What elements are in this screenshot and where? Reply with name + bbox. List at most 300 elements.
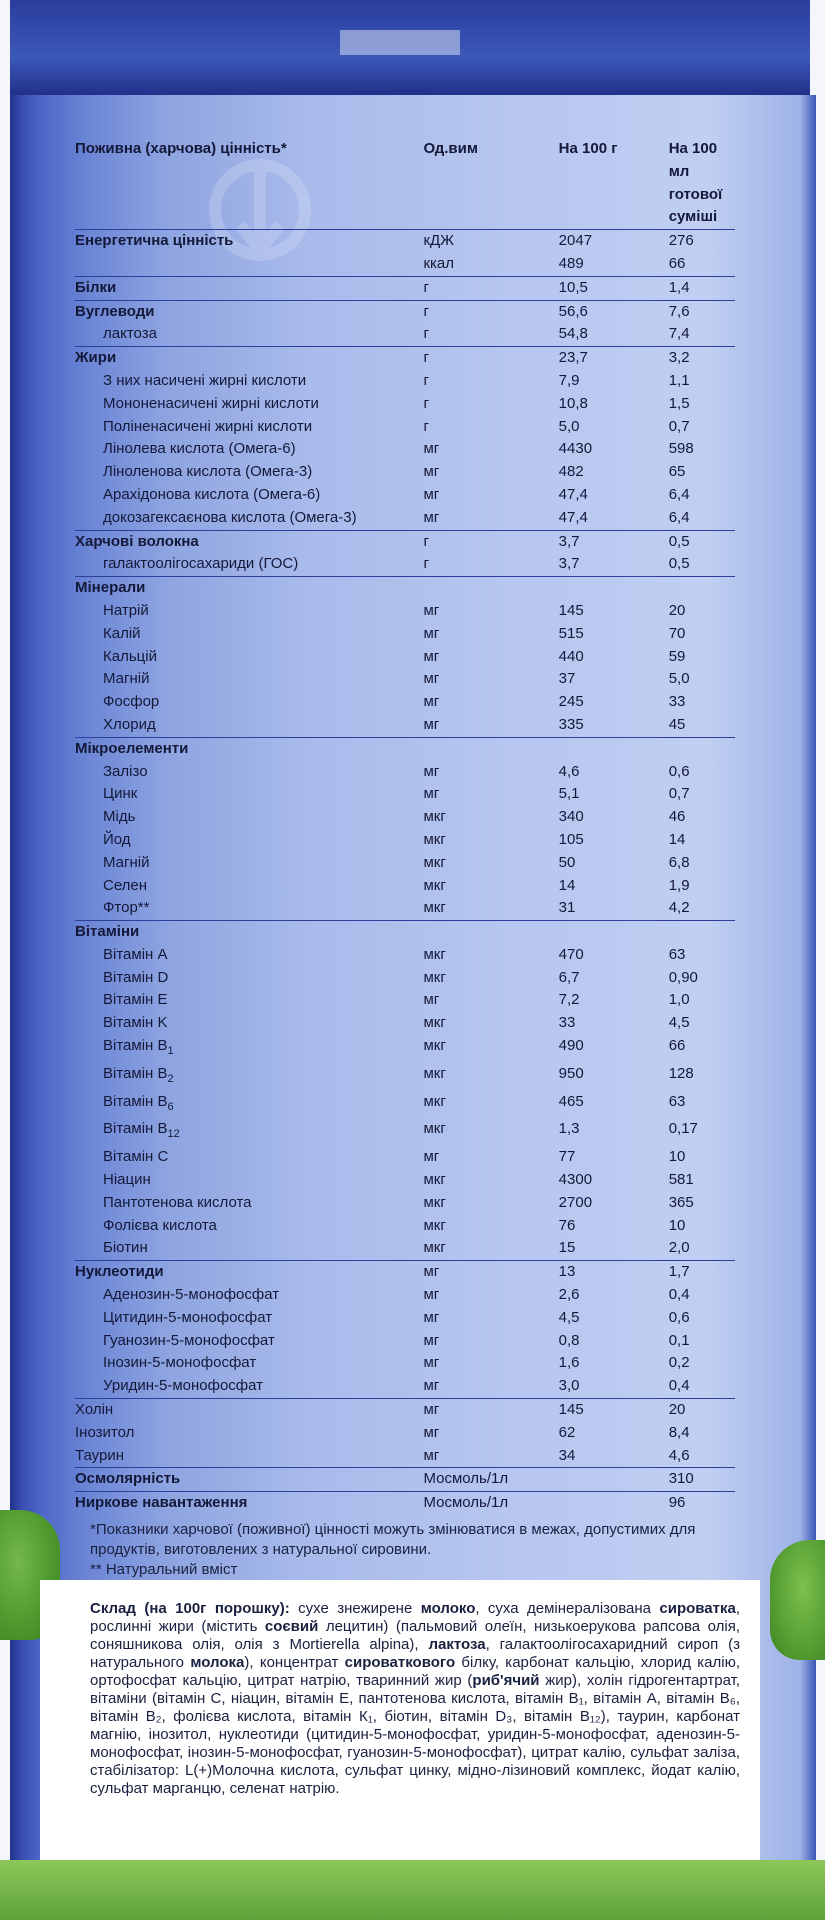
cell-unit: мкг — [423, 1120, 446, 1138]
cell-per100g: 482 — [558, 463, 584, 481]
composition-fragment: , суха демінералізована — [475, 1600, 660, 1617]
cell-per100ml: 0,4 — [668, 1286, 690, 1304]
cell-per100ml: 1,4 — [669, 276, 735, 300]
composition-fragment: лецитин) (пальмовий олеїн, низькоерукова рапсова олія, соняшникова олія, олія з Mortierella alpina), — [90, 1618, 740, 1653]
cell-name — [75, 1012, 423, 1035]
table-row — [75, 1215, 735, 1238]
cell-unit: мг — [423, 1446, 440, 1464]
cell-per100ml: 66 — [668, 1037, 686, 1055]
cell-unit: мкг — [423, 1171, 446, 1189]
cell-name-text: Уридин-5-монофосфат — [103, 1377, 264, 1395]
cell-unit: мкг — [423, 808, 446, 826]
cell-name-text: Мінерали — [75, 579, 146, 597]
cell-per100g: 33 — [558, 1014, 576, 1032]
cell-per100ml: 6,4 — [668, 508, 690, 526]
cell-name-text: Лінолева кислота (Омега-6) — [103, 440, 296, 458]
cell-per100g: 15 — [558, 1239, 576, 1257]
cell-name — [75, 276, 423, 300]
table-row — [75, 1492, 735, 1515]
cell-unit: мг — [423, 1331, 440, 1349]
composition-fragment: сироваткового — [344, 1654, 456, 1671]
cell-name — [75, 1091, 423, 1119]
cell-name — [75, 461, 423, 484]
cell-per100g: 1,6 — [558, 1354, 580, 1372]
cell-name — [75, 577, 423, 600]
cell-name — [75, 507, 423, 530]
cell-per100g: 105 — [558, 830, 584, 848]
cell-per100ml: 8,4 — [668, 1423, 690, 1441]
cell-per100g: 6,7 — [558, 968, 580, 986]
cell-per100g: 4430 — [558, 440, 593, 458]
cell-name — [75, 967, 423, 990]
table-row — [75, 714, 735, 737]
cell-per100ml: 0,17 — [668, 1120, 698, 1138]
table-row — [75, 1091, 735, 1119]
cell-unit: мг — [423, 1308, 440, 1326]
cell-name — [75, 714, 423, 737]
cell-per100g: 62 — [558, 1423, 576, 1441]
cell-per100g: 2700 — [558, 1193, 593, 1211]
composition-fragment: білку, карбонат кальцію, хлорид калію, ортофосфат кальцію, цитрат натрію, тваринний жир ( — [90, 1654, 740, 1689]
cell-per100ml: 96 — [669, 1492, 735, 1515]
cell-name-text: Білки — [75, 278, 117, 296]
cell-unit: г — [423, 417, 429, 435]
cell-unit: г — [423, 555, 429, 573]
table-row — [75, 737, 735, 760]
table-row — [75, 1063, 735, 1091]
cell-unit: г — [423, 300, 558, 323]
cell-name-text: З них насичені жирні кислоти — [103, 371, 307, 389]
cell-unit: мг — [423, 1286, 440, 1304]
composition-fragment: соєвий — [264, 1618, 319, 1635]
cell-per100ml: 10 — [668, 1148, 686, 1166]
cell-name — [75, 875, 423, 898]
table-row — [75, 944, 735, 967]
cell-name-text: Вітамін D — [103, 968, 169, 986]
cell-per100ml: 1,5 — [668, 394, 690, 412]
cell-name — [75, 300, 423, 323]
cell-name — [75, 1445, 423, 1468]
cell-unit: мг — [423, 440, 440, 458]
table-row — [75, 668, 735, 691]
table-row — [75, 1261, 735, 1284]
cell-name-text: Мікроелементи — [75, 739, 189, 757]
cell-name-text: Інозитол — [75, 1423, 135, 1441]
footnote-2: ** Натуральний вміст — [90, 1561, 238, 1578]
cell-name — [75, 1063, 423, 1091]
cell-per100g: 13 — [559, 1261, 669, 1284]
cell-per100ml: 0,5 — [669, 530, 735, 553]
cell-per100g: 77 — [558, 1148, 576, 1166]
cell-name — [75, 1399, 423, 1422]
table-row — [75, 1284, 735, 1307]
cell-per100ml: 1,7 — [669, 1261, 735, 1284]
cell-name-text: Селен — [103, 876, 148, 894]
cell-name — [75, 691, 423, 714]
table-row — [75, 530, 735, 553]
cell-unit: г — [423, 530, 558, 553]
cell-unit: мкг — [423, 899, 446, 917]
cell-unit: г — [423, 325, 429, 343]
cell-per100g: 47,4 — [558, 508, 588, 526]
cell-name — [75, 1035, 423, 1063]
composition-fragment: молоко — [420, 1600, 476, 1617]
cell-per100ml: 46 — [668, 808, 686, 826]
cell-name — [75, 646, 423, 669]
cell-per100ml: 1,9 — [668, 876, 690, 894]
cell-per100g: 3,0 — [558, 1377, 580, 1395]
cell-name — [75, 1169, 423, 1192]
cell-per100ml: 598 — [668, 440, 694, 458]
cell-per100ml: 2,0 — [668, 1239, 690, 1257]
cell-per100g: 440 — [558, 647, 584, 665]
cell-unit — [423, 577, 558, 600]
cell-name — [75, 600, 423, 623]
cell-unit: мг — [423, 485, 440, 503]
table-row — [75, 230, 735, 253]
cell-unit: г — [423, 394, 429, 412]
cell-unit: мг — [423, 1399, 558, 1422]
cell-unit: ккал — [423, 254, 455, 272]
cell-name — [75, 623, 423, 646]
cell-per100ml: 6,4 — [668, 485, 690, 503]
cell-per100g: 10,5 — [559, 276, 669, 300]
table-row — [75, 553, 735, 576]
table-row — [75, 921, 735, 944]
cell-name-text: Біотин — [103, 1239, 148, 1257]
cell-name-text: Залізо — [103, 762, 148, 780]
cell-name — [75, 1284, 423, 1307]
cell-name — [75, 1146, 423, 1169]
footnotes — [90, 1520, 740, 1580]
cell-per100ml: 0,4 — [668, 1377, 690, 1395]
cell-name-subscript: 6 — [167, 1100, 174, 1113]
cell-unit: мг — [423, 601, 440, 619]
table-row — [75, 438, 735, 461]
cell-name — [75, 921, 423, 944]
cell-name — [75, 323, 423, 346]
cell-per100ml: 4,6 — [668, 1446, 690, 1464]
cell-name — [75, 1468, 423, 1492]
composition-fragment: жир), холін гідрогентартрат, вітаміни (вітамін С, ніацин, вітамін Е, пантотенова кислота, вітамін В₁, вітамін А, вітамін В₆, вітамін В₂, фолієва кислота, вітамін К₁, біотин, вітамін D₃, вітамін В₁₂), таурин, карбонат магнію, інозитол, нуклеотиди (цитидин-5-монофосфат, уридин-5-монофосфат, аденозин-5-монофосфат, інозин-5-монофосфат, гуанозин-5-монофосфат), цитрат калію, сульфат заліза, стабілізатор: L(+)Молочна кислота, сульфат цинку, мідно-лізиновий комплекс, йодат калію, сульфат марганцю, селенат натрію. — [90, 1672, 740, 1797]
cell-name-text: Хлорид — [103, 715, 156, 733]
cell-name — [75, 1307, 423, 1330]
cell-name — [75, 1375, 423, 1398]
cell-name — [75, 1237, 423, 1260]
table-row — [75, 1237, 735, 1260]
table-row — [75, 875, 735, 898]
cell-per100ml: 128 — [668, 1064, 694, 1082]
cell-name — [75, 253, 423, 276]
cell-name-text: Цинк — [103, 785, 138, 803]
cell-per100ml: 7,6 — [669, 300, 735, 323]
cell-per100g: 4300 — [558, 1171, 593, 1189]
table-row — [75, 897, 735, 920]
cell-per100ml: 0,1 — [668, 1331, 690, 1349]
table-row — [75, 393, 735, 416]
cell-per100g: 145 — [559, 1399, 669, 1422]
table-row — [75, 461, 735, 484]
cell-per100g: 5,1 — [558, 785, 580, 803]
cell-name-text: Вуглеводи — [75, 302, 155, 320]
table-row — [75, 646, 735, 669]
cell-per100g: 4,6 — [558, 762, 580, 780]
cell-name-text: лактоза — [103, 325, 157, 343]
cell-per100g: 50 — [558, 853, 576, 871]
cell-name-text: Ліноленова кислота (Омега-3) — [103, 463, 313, 481]
cell-unit: мг — [423, 762, 440, 780]
cell-per100ml: 310 — [669, 1468, 735, 1492]
cell-unit: мкг — [423, 1193, 446, 1211]
header-per100ml — [669, 138, 735, 230]
cell-name-text: Мідь — [103, 808, 136, 826]
table-row — [75, 1445, 735, 1468]
cell-name-text: Аденозин-5-монофосфат — [103, 1286, 280, 1304]
tree-right-illustration — [770, 1540, 825, 1660]
cell-unit: Мосмоль/1л — [423, 1492, 558, 1515]
cell-per100ml: 1,0 — [668, 991, 690, 1009]
cell-name — [75, 897, 423, 920]
cell-name-subscript: 1 — [167, 1045, 174, 1058]
composition-fragment: сухе знежирене — [298, 1600, 421, 1617]
cell-unit: мг — [423, 715, 440, 733]
cell-name — [75, 1330, 423, 1353]
cell-per100ml: 70 — [668, 624, 686, 642]
cell-unit: мг — [423, 693, 440, 711]
cell-per100ml: 0,90 — [668, 968, 698, 986]
table-row — [75, 1307, 735, 1330]
table-row — [75, 1169, 735, 1192]
cell-per100ml: 66 — [668, 254, 686, 272]
cell-per100ml: 581 — [668, 1171, 694, 1189]
cell-name-text: Ниркове навантаження — [75, 1494, 248, 1512]
cell-unit: мг — [423, 1377, 440, 1395]
cell-unit: мкг — [423, 876, 446, 894]
cell-name — [75, 944, 423, 967]
cell-name-text: Таурин — [75, 1446, 124, 1464]
cell-per100g: 3,7 — [558, 555, 580, 573]
cell-unit: мкг — [423, 1216, 446, 1234]
table-row — [75, 1012, 735, 1035]
cell-per100ml: 0,7 — [668, 785, 690, 803]
cell-unit: мкг — [423, 1092, 446, 1110]
table-row — [75, 416, 735, 439]
cell-name — [75, 230, 423, 253]
cell-unit: мг — [423, 1148, 440, 1166]
cell-unit: мкг — [423, 1037, 446, 1055]
cell-per100ml: 65 — [668, 463, 686, 481]
cell-unit — [423, 921, 558, 944]
cell-per100g — [559, 577, 669, 600]
composition-fragment: , рослинні жири (містить — [90, 1600, 741, 1635]
header-name: Поживна (харчова) цінність* — [75, 140, 287, 157]
cell-per100g: 145 — [558, 601, 584, 619]
table-row — [75, 276, 735, 300]
cell-per100g: 490 — [558, 1037, 584, 1055]
cell-name — [75, 416, 423, 439]
cell-per100ml: 276 — [669, 230, 735, 253]
cell-unit: мг — [423, 508, 440, 526]
cell-per100ml: 45 — [668, 715, 686, 733]
cell-per100ml: 0,6 — [668, 762, 690, 780]
composition-fragment: сироватка — [659, 1600, 736, 1617]
cell-per100ml: 63 — [668, 1092, 686, 1110]
nutrition-rows — [75, 230, 735, 1515]
cell-per100ml: 6,8 — [668, 853, 690, 871]
cell-per100ml: 5,0 — [668, 670, 690, 688]
cell-per100ml — [669, 737, 735, 760]
composition-fragment: , галактоолігосахаридний сироп (з натурального — [90, 1636, 740, 1671]
table-row — [75, 1422, 735, 1445]
cell-unit: мг — [423, 1261, 558, 1284]
table-row — [75, 783, 735, 806]
table-row — [75, 600, 735, 623]
cell-per100g: 34 — [558, 1446, 576, 1464]
cell-per100ml: 33 — [668, 693, 686, 711]
cell-name-text: Жири — [75, 349, 117, 367]
table-row — [75, 1399, 735, 1422]
table-row — [75, 300, 735, 323]
cell-name-text: Осмолярність — [75, 1470, 181, 1488]
cell-name-text: Ніацин — [103, 1171, 151, 1189]
cell-name-text: Вітамін K — [103, 1014, 168, 1032]
cell-name-text: Арахідонова кислота (Омега-6) — [103, 485, 321, 503]
cell-name-text: Фтор** — [103, 899, 150, 917]
cell-unit: мкг — [423, 830, 446, 848]
cell-unit: мг — [423, 1423, 440, 1441]
cell-per100g: 2,6 — [558, 1286, 580, 1304]
cell-per100g: 56,6 — [559, 300, 669, 323]
cell-per100ml: 4,2 — [668, 899, 690, 917]
cell-per100g: 515 — [558, 624, 584, 642]
cell-per100g: 23,7 — [559, 347, 669, 370]
cell-per100g: 7,2 — [558, 991, 580, 1009]
cell-name — [75, 761, 423, 784]
cell-name-text: Йод — [103, 830, 131, 848]
table-row — [75, 806, 735, 829]
cell-per100ml: 7,4 — [668, 325, 690, 343]
cell-name-text: Кальцій — [103, 647, 157, 665]
cell-unit: мкг — [423, 945, 446, 963]
header-per100ml-text: На 100 мл готової суміші — [668, 140, 723, 226]
cell-name — [75, 1118, 423, 1146]
cell-per100g: 0,8 — [558, 1331, 580, 1349]
cell-per100g: 10,8 — [558, 394, 588, 412]
cell-per100g — [559, 1468, 669, 1492]
table-row — [75, 484, 735, 507]
table-row — [75, 829, 735, 852]
table-row — [75, 1375, 735, 1398]
cell-unit: мг — [423, 647, 440, 665]
cell-per100ml: 20 — [668, 601, 686, 619]
cell-per100ml: 20 — [669, 1399, 735, 1422]
composition-fragment: ), концентрат — [244, 1654, 345, 1671]
cell-per100g: 47,4 — [558, 485, 588, 503]
table-row — [75, 323, 735, 346]
cell-per100ml: 14 — [668, 830, 686, 848]
cell-name-text: Вітамін B — [103, 1064, 168, 1082]
cell-name-text: галактоолігосахариди (ГОС) — [103, 555, 299, 573]
header-per100g: На 100 г — [558, 140, 618, 157]
cell-per100ml: 59 — [668, 647, 686, 665]
header-unit: Од.вим — [423, 140, 478, 157]
cell-unit: мкг — [423, 1239, 446, 1257]
cell-per100ml: 1,1 — [668, 371, 690, 389]
cell-unit: г — [423, 371, 429, 389]
table-row — [75, 1352, 735, 1375]
composition-text — [90, 1600, 740, 1798]
cell-per100ml: 0,5 — [668, 555, 690, 573]
cell-per100ml: 365 — [668, 1193, 694, 1211]
cell-per100ml: 0,2 — [668, 1354, 690, 1372]
cell-name — [75, 783, 423, 806]
cell-per100g: 5,0 — [558, 417, 580, 435]
cell-unit: мг — [423, 670, 440, 688]
cell-name — [75, 347, 423, 370]
cell-per100g: 2047 — [559, 230, 669, 253]
cell-per100g: 1,3 — [558, 1120, 580, 1138]
composition-fragment: лактоза — [428, 1636, 486, 1653]
cell-per100ml — [669, 921, 735, 944]
table-row — [75, 989, 735, 1012]
cell-name-subscript: 2 — [167, 1072, 174, 1085]
table-row — [75, 1468, 735, 1492]
cell-per100g — [559, 737, 669, 760]
cell-name — [75, 553, 423, 576]
cell-name-text: Магній — [103, 853, 150, 871]
table-row — [75, 852, 735, 875]
table-row — [75, 253, 735, 276]
cell-name-text: Нуклеотиди — [75, 1263, 164, 1281]
cell-name — [75, 989, 423, 1012]
cell-unit — [423, 737, 558, 760]
table-row — [75, 577, 735, 600]
cell-per100ml: 3,2 — [669, 347, 735, 370]
package-top-flap — [10, 0, 810, 95]
nutrition-table — [75, 138, 735, 1515]
cell-name-text: Холін — [75, 1401, 114, 1419]
cell-per100g: 4,5 — [558, 1308, 580, 1326]
cell-unit: мг — [423, 785, 440, 803]
cell-name-text: Інозин-5-монофосфат — [103, 1354, 257, 1372]
cell-unit: мг — [423, 991, 440, 1009]
cell-name — [75, 852, 423, 875]
cell-per100ml: 10 — [668, 1216, 686, 1234]
cell-per100g: 7,9 — [558, 371, 580, 389]
table-header — [75, 138, 735, 230]
cell-per100g: 3,7 — [559, 530, 669, 553]
cell-name-text: Фосфор — [103, 693, 160, 711]
cell-name — [75, 806, 423, 829]
cell-unit: мкг — [423, 968, 446, 986]
cell-name — [75, 1352, 423, 1375]
cell-name — [75, 829, 423, 852]
cell-unit: мкг — [423, 853, 446, 871]
cell-per100g: 470 — [558, 945, 584, 963]
cell-name — [75, 438, 423, 461]
cell-unit: мг — [423, 1354, 440, 1372]
cell-unit: кДЖ — [423, 230, 558, 253]
cell-per100g: 76 — [558, 1216, 576, 1234]
composition-fragment: риб'ячий — [472, 1672, 540, 1689]
cell-name — [75, 370, 423, 393]
cell-unit: мг — [423, 624, 440, 642]
table-row — [75, 1192, 735, 1215]
cell-name — [75, 1215, 423, 1238]
cell-unit: г — [423, 276, 558, 300]
cell-name — [75, 484, 423, 507]
cell-name-text: Вітамін C — [103, 1148, 169, 1166]
